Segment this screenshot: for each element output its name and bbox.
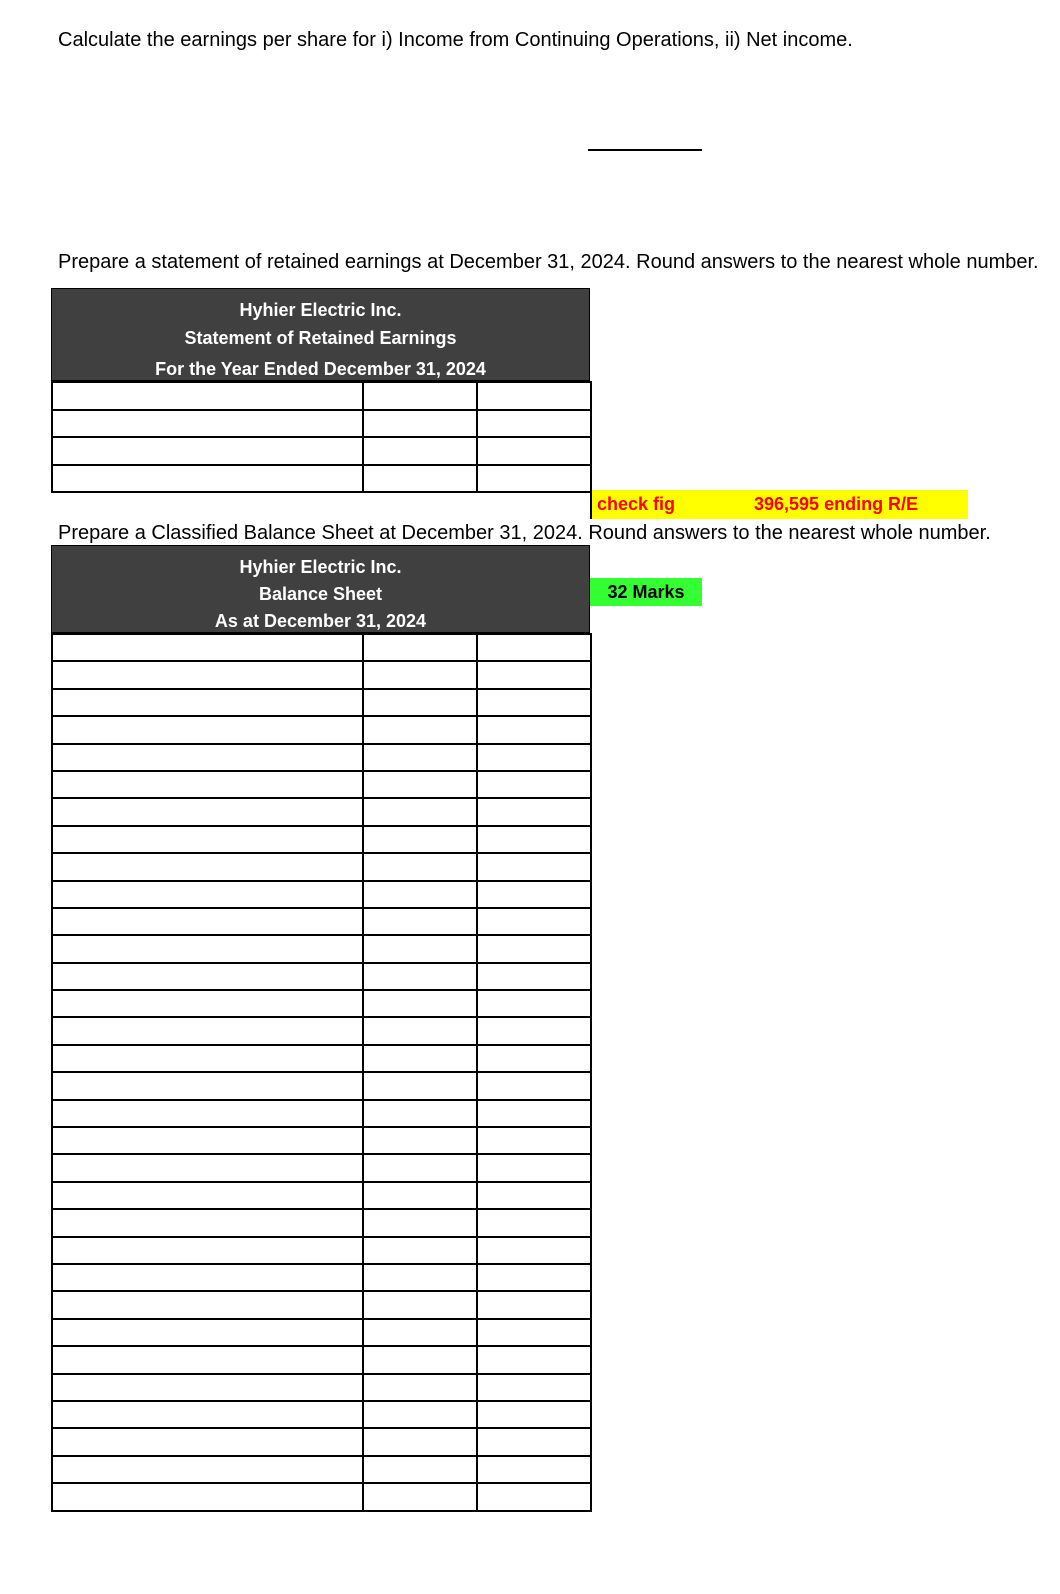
description-cell[interactable] — [52, 1456, 363, 1483]
table-row — [52, 1456, 591, 1483]
description-cell[interactable] — [52, 1017, 363, 1044]
table-row — [52, 881, 591, 908]
retained-earnings-instruction: Prepare a statement of retained earnings at December 31, 2024. Round answers to the nearest whole number. — [58, 251, 1039, 273]
description-cell[interactable] — [52, 1483, 363, 1510]
bs-company-name: Hyhier Electric Inc. — [239, 557, 402, 577]
amount-cell[interactable] — [477, 1401, 591, 1428]
description-cell[interactable] — [52, 963, 363, 990]
amount-cell[interactable] — [477, 1264, 591, 1291]
amount-cell[interactable] — [477, 1017, 591, 1044]
amount-cell[interactable] — [477, 661, 591, 688]
table-row — [52, 935, 591, 962]
description-cell[interactable] — [52, 1291, 363, 1318]
amount-cell[interactable] — [477, 1127, 591, 1154]
amount-cell[interactable] — [363, 689, 477, 716]
re-company-name: Hyhier Electric Inc. — [239, 300, 402, 320]
table-row — [52, 1374, 591, 1401]
table-row — [52, 826, 591, 853]
amount-cell[interactable] — [363, 771, 477, 798]
description-cell[interactable] — [52, 1346, 363, 1373]
amount-cell[interactable] — [477, 1483, 591, 1510]
amount-cell[interactable] — [477, 1291, 591, 1318]
table-row — [52, 990, 591, 1017]
amount-cell[interactable] — [363, 1072, 477, 1099]
description-cell[interactable] — [52, 410, 363, 438]
table-row — [52, 1237, 591, 1264]
table-row — [52, 1182, 591, 1209]
table-row — [52, 908, 591, 935]
table-row — [52, 661, 591, 688]
amount-cell[interactable] — [363, 798, 477, 825]
table-row — [52, 1017, 591, 1044]
table-row — [52, 465, 591, 493]
re-statement-title: Statement of Retained Earnings — [184, 328, 457, 348]
table-row — [52, 1483, 591, 1510]
amount-cell[interactable] — [363, 908, 477, 935]
description-cell[interactable] — [52, 382, 363, 410]
amount-cell[interactable] — [477, 689, 591, 716]
amount-cell[interactable] — [363, 661, 477, 688]
amount-cell[interactable] — [477, 908, 591, 935]
amount-cell[interactable] — [477, 634, 591, 661]
amount-cell[interactable] — [363, 935, 477, 962]
eps-instruction: Calculate the earnings per share for i) Income from Continuing Operations, ii) Net income. — [58, 29, 853, 51]
table-row — [52, 1072, 591, 1099]
amount-cell[interactable] — [477, 410, 591, 438]
retained-earnings-header — [51, 288, 590, 381]
description-cell[interactable] — [52, 716, 363, 743]
amount-cell[interactable] — [477, 1045, 591, 1072]
amount-cell[interactable] — [363, 1237, 477, 1264]
table-row — [52, 1319, 591, 1346]
description-cell[interactable] — [52, 771, 363, 798]
description-cell[interactable] — [52, 1154, 363, 1181]
amount-cell[interactable] — [363, 1045, 477, 1072]
balance-sheet-header — [51, 545, 590, 633]
amount-cell[interactable] — [363, 1127, 477, 1154]
description-cell[interactable] — [52, 1182, 363, 1209]
amount-cell[interactable] — [363, 634, 477, 661]
description-cell[interactable] — [52, 1127, 363, 1154]
table-row — [52, 1045, 591, 1072]
amount-cell[interactable] — [477, 798, 591, 825]
description-cell[interactable] — [52, 1374, 363, 1401]
amount-cell[interactable] — [477, 465, 591, 493]
amount-cell[interactable] — [363, 1182, 477, 1209]
amount-cell[interactable] — [477, 1182, 591, 1209]
description-cell[interactable] — [52, 881, 363, 908]
amount-cell[interactable] — [477, 935, 591, 962]
table-row — [52, 1401, 591, 1428]
amount-cell[interactable] — [477, 1209, 591, 1236]
amount-cell[interactable] — [363, 465, 477, 493]
table-row — [52, 716, 591, 743]
amount-cell[interactable] — [363, 963, 477, 990]
amount-cell[interactable] — [363, 410, 477, 438]
table-row — [52, 1291, 591, 1318]
amount-cell[interactable] — [363, 1346, 477, 1373]
table-row — [52, 1428, 591, 1455]
table-row — [52, 1209, 591, 1236]
description-cell[interactable] — [52, 689, 363, 716]
table-row — [52, 798, 591, 825]
amount-cell[interactable] — [477, 382, 591, 410]
amount-cell[interactable] — [477, 990, 591, 1017]
amount-cell[interactable] — [477, 881, 591, 908]
description-cell[interactable] — [52, 661, 363, 688]
description-cell[interactable] — [52, 990, 363, 1017]
table-row — [52, 1264, 591, 1291]
bs-title: Balance Sheet — [258, 584, 383, 604]
description-cell[interactable] — [52, 1319, 363, 1346]
table-row — [52, 1154, 591, 1181]
eps-answer-line — [588, 149, 702, 151]
amount-cell[interactable] — [363, 853, 477, 880]
amount-cell[interactable] — [477, 744, 591, 771]
description-cell[interactable] — [52, 634, 363, 661]
amount-cell[interactable] — [477, 1154, 591, 1181]
balance-sheet-instruction: Prepare a Classified Balance Sheet at December 31, 2024. Round answers to the nearest whole number. — [58, 522, 991, 544]
amount-cell[interactable] — [363, 744, 477, 771]
amount-cell[interactable] — [363, 1456, 477, 1483]
amount-cell[interactable] — [363, 1264, 477, 1291]
amount-cell[interactable] — [477, 1374, 591, 1401]
description-cell[interactable] — [52, 1045, 363, 1072]
description-cell[interactable] — [52, 1209, 363, 1236]
amount-cell[interactable] — [477, 853, 591, 880]
table-row — [52, 689, 591, 716]
amount-cell[interactable] — [477, 1319, 591, 1346]
description-cell[interactable] — [52, 465, 363, 493]
check-figure — [590, 490, 968, 519]
description-cell[interactable] — [52, 1072, 363, 1099]
table-row — [52, 744, 591, 771]
amount-cell[interactable] — [477, 1100, 591, 1127]
amount-cell[interactable] — [363, 1100, 477, 1127]
description-cell[interactable] — [52, 1237, 363, 1264]
amount-cell[interactable] — [477, 1346, 591, 1373]
amount-cell[interactable] — [363, 1319, 477, 1346]
table-row — [52, 963, 591, 990]
table-row — [52, 1100, 591, 1127]
description-cell[interactable] — [52, 798, 363, 825]
table-row — [52, 410, 591, 438]
amount-cell[interactable] — [477, 716, 591, 743]
description-cell[interactable] — [52, 853, 363, 880]
description-cell[interactable] — [52, 437, 363, 465]
amount-cell[interactable] — [363, 1017, 477, 1044]
table-row — [52, 382, 591, 410]
description-cell[interactable] — [52, 935, 363, 962]
table-row — [52, 1346, 591, 1373]
description-cell[interactable] — [52, 1100, 363, 1127]
amount-cell[interactable] — [363, 1483, 477, 1510]
bs-period: As at December 31, 2024 — [214, 611, 427, 631]
table-row — [52, 437, 591, 465]
retained-earnings-table — [51, 381, 592, 493]
table-row — [52, 634, 591, 661]
description-cell[interactable] — [52, 826, 363, 853]
amount-cell[interactable] — [477, 437, 591, 465]
amount-cell[interactable] — [363, 990, 477, 1017]
amount-cell[interactable] — [363, 437, 477, 465]
description-cell[interactable] — [52, 908, 363, 935]
check-figure-value: 396,595 ending R/E — [754, 494, 919, 514]
amount-cell[interactable] — [477, 771, 591, 798]
description-cell[interactable] — [52, 1428, 363, 1455]
re-period: For the Year Ended December 31, 2024 — [155, 359, 486, 379]
table-row — [52, 1127, 591, 1154]
check-figure-label: check fig — [597, 494, 676, 514]
amount-cell[interactable] — [477, 1428, 591, 1455]
description-cell[interactable] — [52, 744, 363, 771]
amount-cell[interactable] — [363, 1209, 477, 1236]
amount-cell[interactable] — [363, 716, 477, 743]
amount-cell[interactable] — [363, 1291, 477, 1318]
amount-cell[interactable] — [477, 826, 591, 853]
table-row — [52, 771, 591, 798]
amount-cell[interactable] — [477, 1237, 591, 1264]
amount-cell[interactable] — [477, 963, 591, 990]
table-row — [52, 853, 591, 880]
amount-cell[interactable] — [363, 1428, 477, 1455]
amount-cell[interactable] — [477, 1456, 591, 1483]
amount-cell[interactable] — [363, 382, 477, 410]
amount-cell[interactable] — [363, 1154, 477, 1181]
amount-cell[interactable] — [363, 1401, 477, 1428]
description-cell[interactable] — [52, 1264, 363, 1291]
balance-sheet-table — [51, 633, 592, 1512]
amount-cell[interactable] — [363, 881, 477, 908]
marks-badge: 32 Marks — [590, 578, 702, 606]
amount-cell[interactable] — [477, 1072, 591, 1099]
amount-cell[interactable] — [363, 826, 477, 853]
description-cell[interactable] — [52, 1401, 363, 1428]
amount-cell[interactable] — [363, 1374, 477, 1401]
